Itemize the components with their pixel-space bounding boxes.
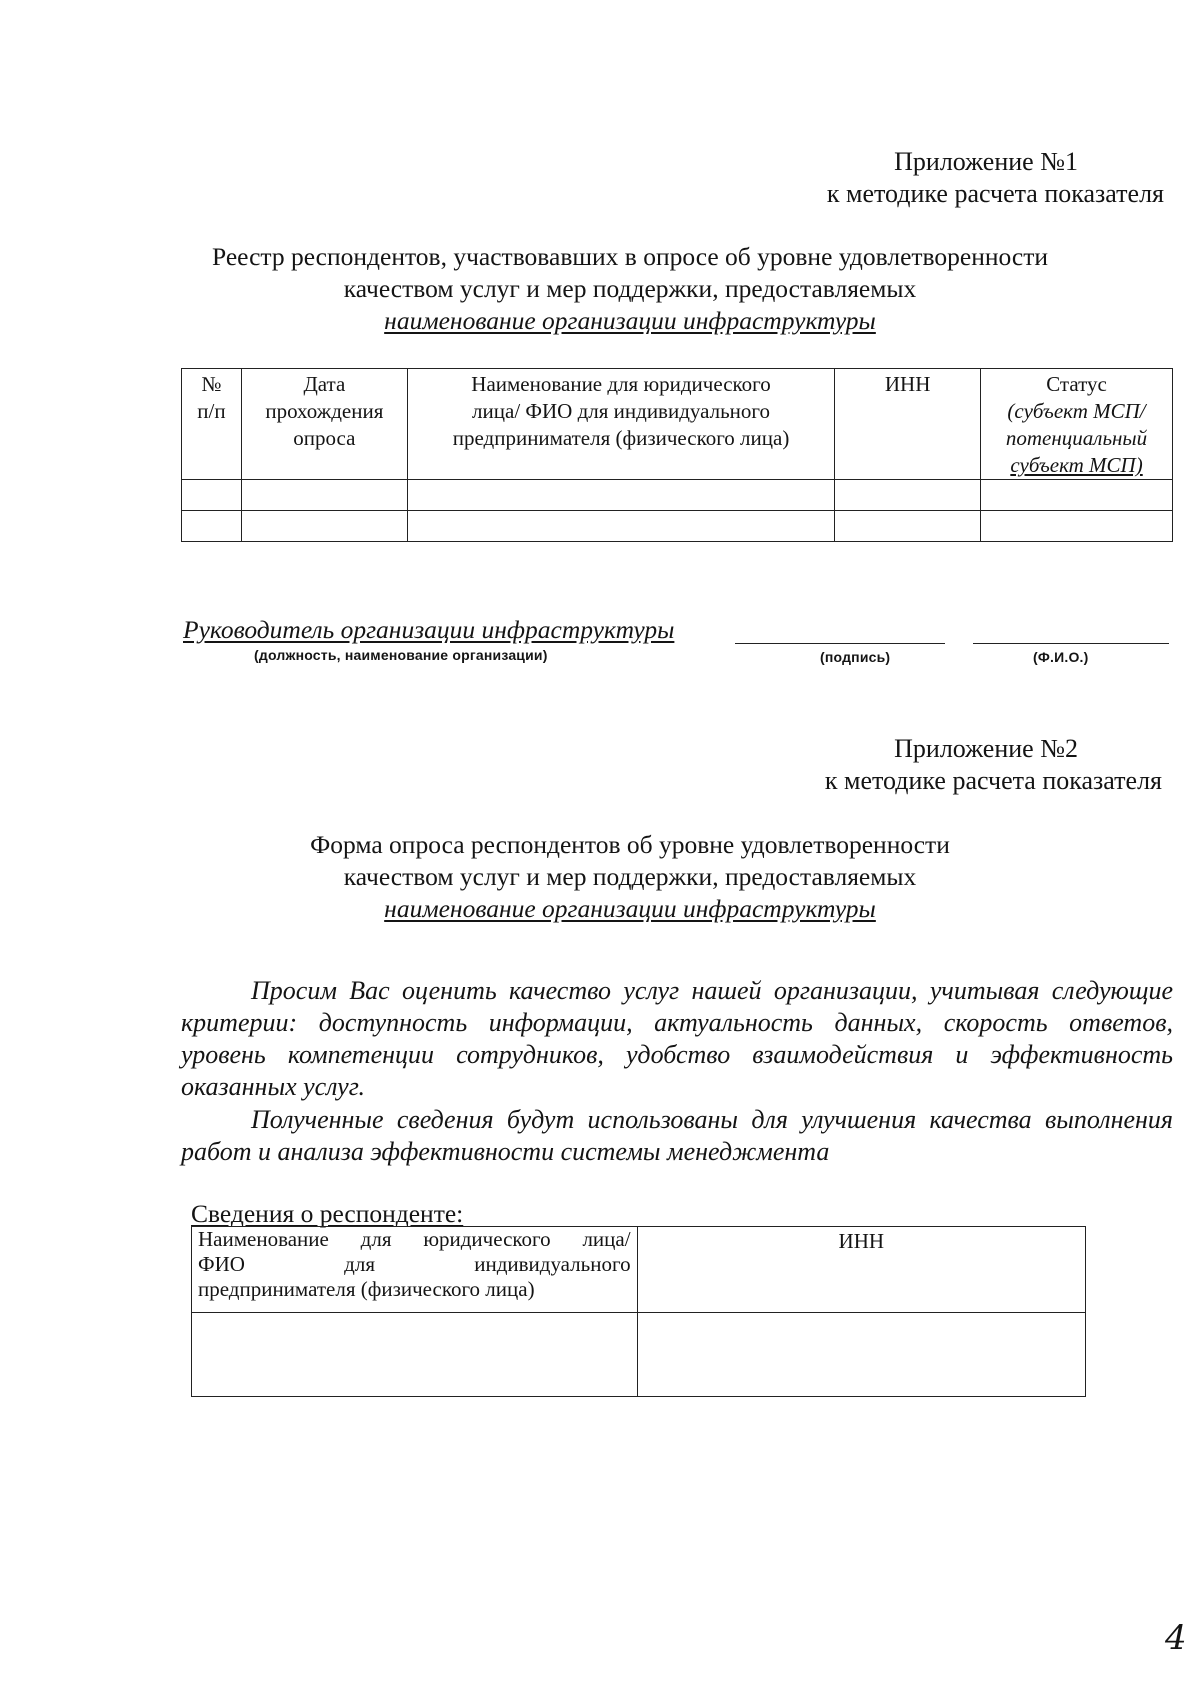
registry-col-date-line3: опроса bbox=[293, 426, 356, 450]
registry-header-row bbox=[182, 369, 1173, 480]
appendix2-heading-line1: Форма опроса респондентов об уровне удовлетворенности bbox=[310, 830, 950, 859]
appendix1-heading-line1: Реестр респондентов, участвовавших в опросе об уровне удовлетворенности bbox=[211, 242, 1049, 271]
registry-col-name bbox=[407, 369, 834, 480]
survey-purpose-paragraph: Полученные сведения будут использованы для улучшения качества выполнения работ и анализа эффективности системы менеджмента bbox=[181, 1105, 1173, 1166]
appendix2-heading-line3 bbox=[0, 893, 1200, 924]
signature-role: Руководитель организации инфраструктуры bbox=[183, 615, 675, 644]
respondent-empty-row bbox=[192, 1313, 1086, 1397]
appendix2-heading-line2: качеством услуг и мер поддержки, предоставляемых bbox=[343, 862, 917, 891]
respondent-col-inn-label: ИНН bbox=[838, 1229, 885, 1253]
registry-empty-row bbox=[182, 480, 1173, 511]
registry-cell[interactable] bbox=[182, 480, 242, 511]
registry-cell[interactable] bbox=[241, 511, 407, 542]
registry-col-status-line2: (субъект МСП/ bbox=[1007, 399, 1146, 423]
registry-col-status-line1: Статус bbox=[1046, 372, 1107, 396]
respondent-col-inn bbox=[637, 1227, 1085, 1313]
appendix2-subtitle: к методике расчета показателя bbox=[824, 766, 1162, 795]
registry-col-date-line1: Дата bbox=[303, 372, 346, 396]
registry-col-date bbox=[241, 369, 407, 480]
registry-col-number-line2: п/п bbox=[197, 399, 226, 423]
registry-col-number bbox=[182, 369, 242, 480]
registry-empty-row bbox=[182, 511, 1173, 542]
registry-cell[interactable] bbox=[407, 480, 834, 511]
registry-col-name-line3: предпринимателя (физического лица) bbox=[452, 426, 790, 450]
respondent-col-name-line2: ФИО для индивидуального bbox=[198, 1252, 631, 1276]
registry-col-name-line2: лица/ ФИО для индивидуального bbox=[472, 399, 771, 423]
registry-col-status-line3: потенциальный bbox=[1005, 426, 1148, 450]
registry-cell[interactable] bbox=[981, 480, 1173, 511]
registry-col-name-line1: Наименование для юридического bbox=[471, 372, 771, 396]
registry-col-date-line2: прохождения bbox=[265, 399, 384, 423]
respondent-label: Сведения о респонденте: bbox=[191, 1199, 464, 1228]
appendix1-org-name: наименование организации инфраструктуры bbox=[384, 306, 876, 335]
registry-col-status bbox=[981, 369, 1173, 480]
respondent-col-name-line1: Наименование для юридического лица/ bbox=[198, 1227, 631, 1251]
appendix1-heading-line2: качеством услуг и мер поддержки, предоставляемых bbox=[343, 274, 917, 303]
appendix1-heading-line3 bbox=[0, 305, 1200, 336]
caption-signature: (подпись) bbox=[820, 649, 891, 665]
registry-col-status-line4: субъект МСП) bbox=[1010, 453, 1143, 477]
registry-cell[interactable] bbox=[981, 511, 1173, 542]
registry-col-inn bbox=[835, 369, 981, 480]
registry-cell[interactable] bbox=[182, 511, 242, 542]
appendix2-title: Приложение №2 bbox=[894, 734, 1078, 763]
caption-name: (Ф.И.О.) bbox=[1033, 649, 1089, 665]
registry-col-number-line1: № bbox=[201, 372, 222, 396]
respondent-col-name bbox=[192, 1227, 638, 1313]
appendix2-org-name: наименование организации инфраструктуры bbox=[384, 894, 876, 923]
respondent-col-name-line3: предпринимателя (физического лица) bbox=[198, 1277, 535, 1301]
page-mark: 4 bbox=[1165, 1618, 1187, 1658]
respondent-header-row bbox=[192, 1227, 1086, 1313]
respondent-table bbox=[191, 1226, 1086, 1397]
registry-cell[interactable] bbox=[835, 480, 981, 511]
registry-cell[interactable] bbox=[835, 511, 981, 542]
registry-col-inn-label: ИНН bbox=[884, 372, 931, 396]
appendix1-title: Приложение №1 bbox=[894, 147, 1078, 176]
survey-intro-paragraph: Просим Вас оценить качество услуг нашей организации, учитывая следующие критерии: доступность информации, актуальность данных, скорость ответов, уровень компетенции сотрудников, удобство взаимодействия и эффективность оказанных услуг. bbox=[181, 976, 1173, 1101]
registry-cell[interactable] bbox=[407, 511, 834, 542]
caption-position: (должность, наименование организации) bbox=[254, 647, 548, 663]
signature-line[interactable] bbox=[735, 643, 945, 644]
registry-cell[interactable] bbox=[241, 480, 407, 511]
registry-table bbox=[181, 368, 1173, 542]
appendix1-subtitle: к методике расчета показателя bbox=[826, 179, 1164, 208]
registry-col-status-detail bbox=[985, 398, 1168, 479]
respondent-name-cell[interactable] bbox=[192, 1313, 638, 1397]
name-line[interactable] bbox=[973, 643, 1169, 644]
respondent-inn-cell[interactable] bbox=[637, 1313, 1085, 1397]
